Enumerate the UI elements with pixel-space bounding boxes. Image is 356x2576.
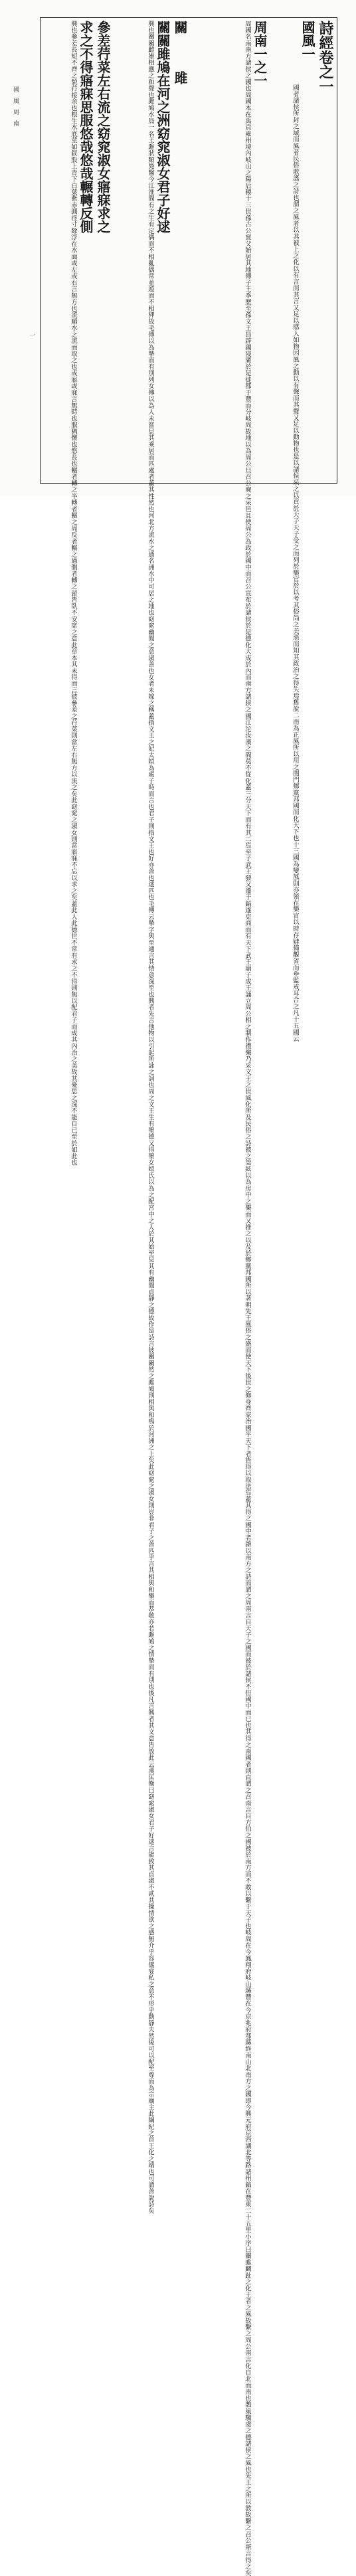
poem-subtitle: 雎 — [172, 71, 188, 84]
gloss-verse-2: 興也參差長短不齊之貌荇接余也根生水底莖如釵股上青下白葉紫赤圓徑寸餘浮在水面或左或右言無方也流順水之流而取之也或寤或寐言無時也服猶懷也悠長也輾者轉之半轉者輾之周反者輾之過側者轉之留皆臥不安席之意此章本其未得而言彼參差之荇菜則當左右無方以流之矣此窈窕之淑女則當寤寐不忘以求之矣蓋此人此德世不常有求之不得則無以配君子而成其內治之美故其憂思之深不能自已至於如此也 — [70, 21, 77, 1166]
book-title: 詩經卷之一 — [317, 21, 334, 94]
poem-title: 關 — [172, 21, 188, 34]
verse-line-2: 參差荇菜左右流之窈窕淑女寤寐求之 — [95, 21, 111, 233]
text-frame — [40, 17, 337, 2576]
gloss-verse-1: 興也關關雌雄相應之和聲也雎鳩水鳥一名王雎狀類鳧鷖今江淮間有之生有定偶而不相亂偶常並遊而不相狎故毛傳以為摯而有別列女傳以為人未嘗見其乘居而匹處者蓋其性然也河北方流水之通名洲水中可居之地也窈窕幽閒之意淑善也女者未嫁之稱蓋指文王之妃太姒為處子時而言也君子則指文王也好亦善也逑匹也毛傳云摯字與至通言其情意深至也興者先言他物以引起所詠之詞也周之文王生有聖德又得聖女姒氏以為之配宮中之人於其始至見其有幽閒貞靜之德故作是詩言彼關關然之雎鳩則相與和鳴於河洲之上矣此窈窕之淑女則豈非君子之善匹乎言其相與和樂而恭敬亦若雎鳩之情摯而有別也後凡言興者其文意皆放此云漢匡衡曰窈窕淑女君子好逑言能致其貞淑不貳其操情欲之感無介乎容儀宴私之意不形乎動靜夫然後可以配至尊而為宗廟主此綱紀之首王化之端也可謂善說詩矣 — [147, 21, 154, 2214]
chapter-title: 周南一之一 — [252, 21, 268, 87]
gloss-zhounan: 周國名南南方諸侯之國也周國本在禹貢雍州境內岐山之陽后稷十三世孫古公亶父始居其地傳子王季歷至孫文王昌辟國寖廣於是徙都于豐而分岐周故地以為周公旦召公奭之采邑且使周公為政於國中而召公宣布於諸侯於是德化大成於內而南方諸侯之國江沱汝漢之間莫不從化蓋三分天下而有其二焉至子武王發又遷于鎬遂克商而有天下武王崩子成王誦立周公相之制作禮樂乃采文王之世風化所及民俗之詩被之筦絃以為房中之樂而又推之以及於鄉黨邦國所以著明先王風俗之盛而使天下後世之修身齊家治國平天下者皆得以取法焉蓋其得之國中者雜以南方之詩而謂之周南言自天子之國而被於諸侯不但國中而已也其得之南國者則直謂之召南言自方伯之國被於南方而不敢以繫于天子也岐周在今鳳翔府岐山縣豐在今京兆府鄠縣終南山北南方之國即今興元府京西湖北等路諸州鎬在豐東二十五里小序曰關雎麟趾之化王者之風故繫之周公南言化自北而南也鵲巢騶虞之德諸侯之風也先王之所以教故繫之召公斯言得之矣 — [244, 21, 251, 2576]
verse-line-1: 關關雎鳩在河之洲窈窕淑女君子好逑 — [155, 21, 171, 233]
margin-folio: 一 — [28, 332, 35, 340]
margin-label: 國風周南 — [12, 86, 19, 132]
verse-line-3: 求之不得寤寐思服悠哉悠哉輾轉反側 — [78, 21, 94, 233]
section-title: 國風一 — [300, 21, 315, 60]
gloss-national-airs: 國者諸侯所封之域而風者民俗歌謠之詩也謂之風者以其被上之化以有言而其言又足以感人如物因風之動以有聲而其聲又足以動物也是以諸侯采之以貢於天子天子受之而列於樂官於以考其俗尚之美惡而知其政治之得失焉舊說二南為正風所以用之閨門鄉黨邦國而化天下也十三國為變風則亦領在樂官以時存肄備觀省而垂監戒耳合之凡十五國云 — [292, 84, 299, 1042]
